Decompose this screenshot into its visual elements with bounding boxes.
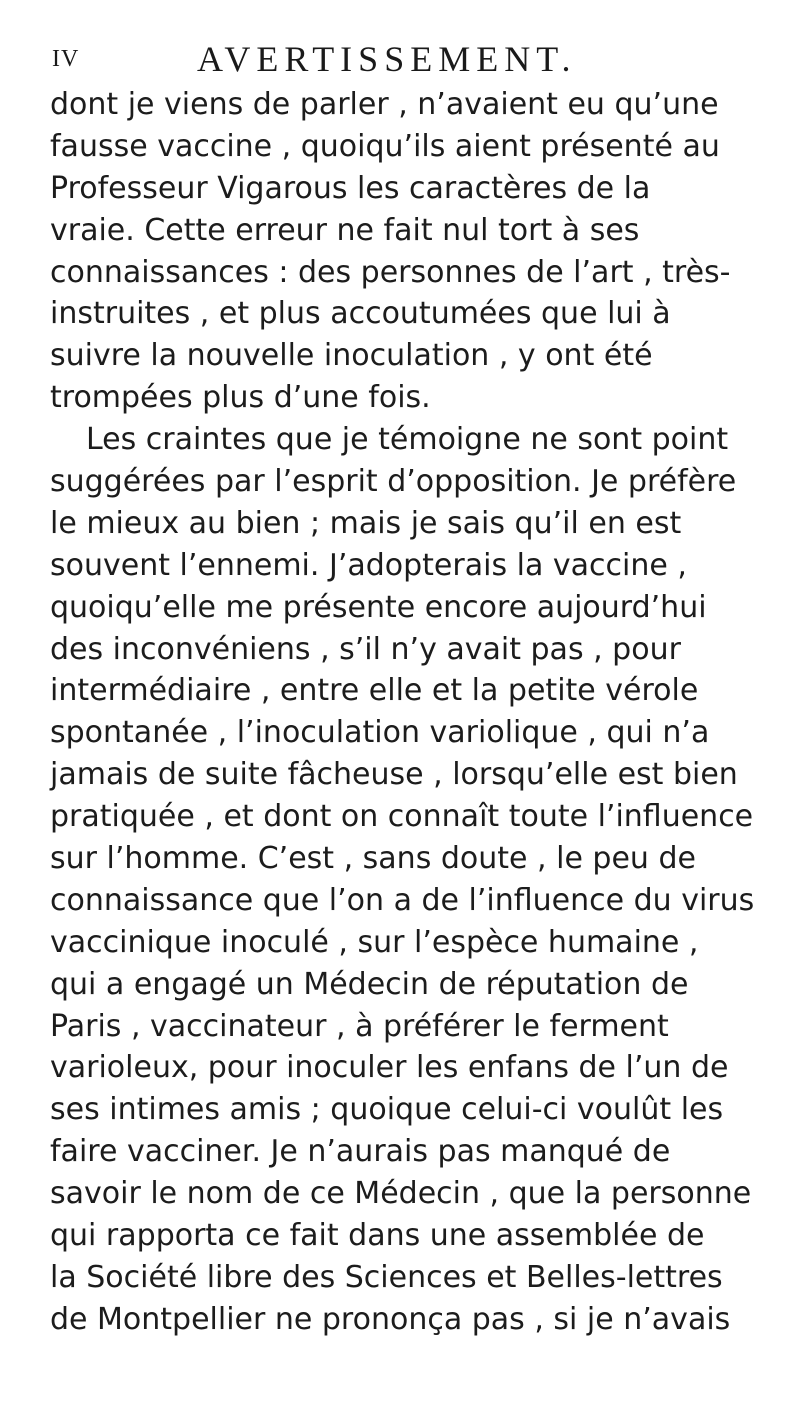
text-line: le mieux au bien ; mais je sais qu’il en est — [50, 505, 682, 541]
text-line: faire vacciner. Je n’aurais pas manqué de — [50, 1134, 671, 1170]
text-line: spontanée , l’inoculation variolique , qui n’a — [50, 715, 710, 751]
text-line: dont je viens de parler , n’avaient eu qu’une — [50, 87, 719, 122]
text-line: qui rapporta ce fait dans une assemblée de — [50, 1218, 705, 1254]
text-line: Paris , vaccinateur , à préférer le ferment — [50, 1008, 669, 1044]
paragraph-start-line: Les craintes que je témoigne ne sont point — [86, 422, 729, 458]
text-line: quoiqu’elle me présente encore aujourd’hui — [50, 589, 707, 625]
text-line: Professeur Vigarous les caractères de la — [50, 170, 651, 206]
text-line: ses intimes amis ; quoique celui-ci voulût les — [50, 1092, 724, 1128]
text-line: trompées plus d’une fois. — [50, 380, 431, 416]
text-line: suggérées par l’esprit d’opposition. Je préfère — [50, 464, 737, 500]
text-line: la Société libre des Sciences et Belles-lettres — [50, 1259, 723, 1295]
text-line: varioleux, pour inoculer les enfans de l’un de — [50, 1050, 729, 1086]
text-line: qui a engagé un Médecin de réputation de — [50, 966, 689, 1002]
text-line: instruites , et plus accoutumées que lui à — [50, 296, 671, 332]
text-line: fausse vaccine , quoiqu’ils aient présenté au — [50, 128, 720, 164]
page-number: IV — [52, 46, 80, 72]
text-line: connaissance que l’on a de l’influence du virus — [50, 882, 755, 918]
text-line: savoir le nom de ce Médecin , que la personne — [50, 1176, 752, 1212]
text-line: suivre la nouvelle inoculation , y ont été — [50, 338, 653, 374]
body-text — [50, 84, 786, 1341]
text-line: jamais de suite fâcheuse , lorsqu’elle est bien — [50, 757, 738, 793]
text-line: souvent l’ennemi. J’adopterais la vaccine , — [50, 547, 687, 583]
text-line: pratiquée , et dont on connaît toute l’influence — [50, 799, 754, 835]
text-line: de Montpellier ne prononça pas , si je n’avais — [50, 1301, 731, 1337]
page-header — [50, 38, 770, 84]
text-line: sur l’homme. C’est , sans doute , le peu de — [50, 841, 696, 877]
running-head: AVERTISSEMENT. — [197, 39, 577, 79]
text-line: vaccinique inoculé , sur l’espèce humaine , — [50, 924, 699, 960]
text-line: connaissances : des personnes de l’art , très- — [50, 254, 731, 290]
text-line: vraie. Cette erreur ne fait nul tort à ses — [50, 212, 640, 248]
text-line: des inconvéniens , s’il n’y avait pas , pour — [50, 631, 681, 667]
text-line: intermédiaire , entre elle et la petite vérole — [50, 673, 699, 709]
